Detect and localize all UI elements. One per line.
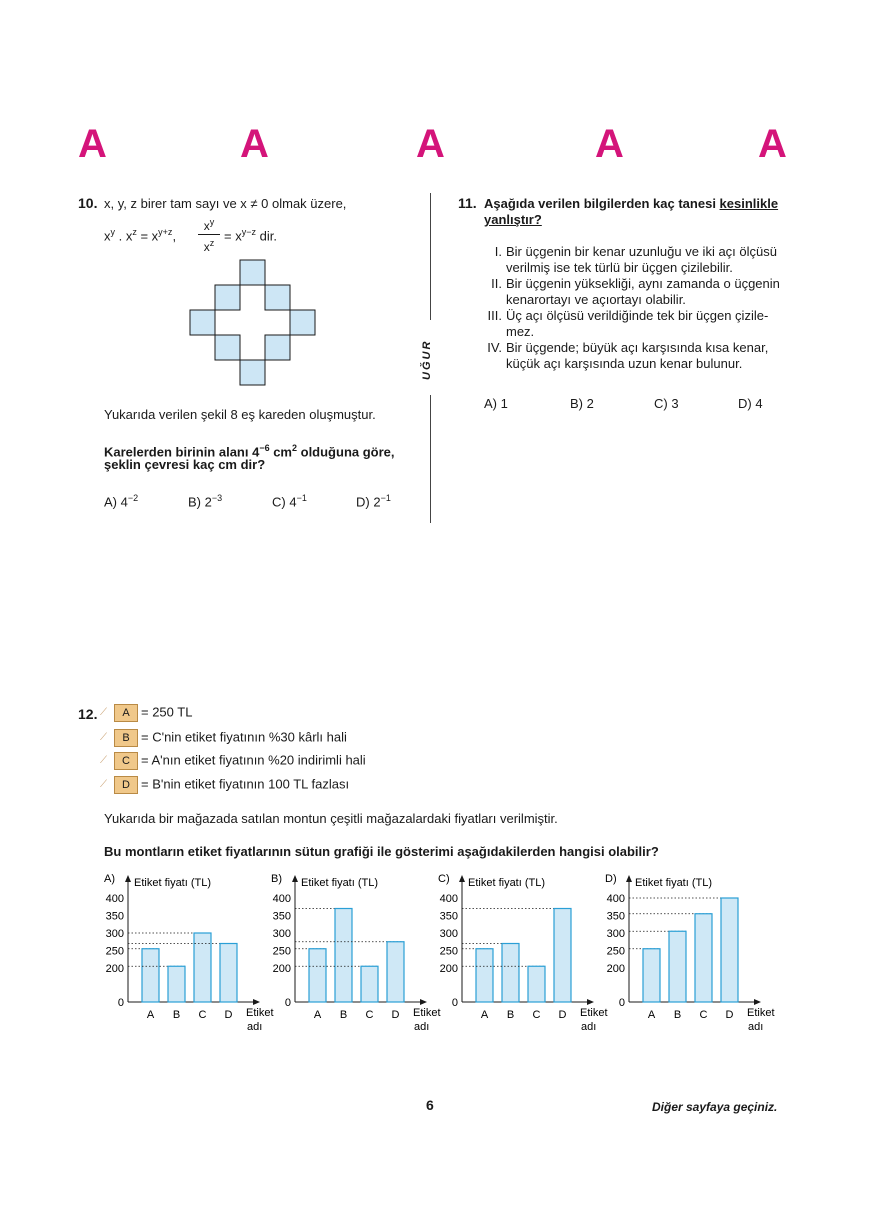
chart-bar-b <box>335 909 352 1003</box>
square-6 <box>215 335 240 360</box>
chart-category-label: C <box>365 1009 374 1021</box>
booklet-letter-2: A <box>240 122 269 166</box>
side-brand: UĞUR <box>421 339 433 380</box>
chart-y-tick-label: 0 <box>284 997 291 1009</box>
square-2 <box>215 285 240 310</box>
pin-icon: ⟋ <box>100 779 107 790</box>
pin-icon: ⟋ <box>100 755 107 766</box>
chart-x-label-2: adı <box>748 1021 764 1033</box>
chart-y-tick-label: 350 <box>105 910 124 923</box>
q12-tag-row-d: ⟋ D = B'nin etiket fiyatının 100 TL fazlası <box>100 776 349 794</box>
chart-bar-d <box>220 944 237 1003</box>
chart-option-label: C) <box>438 873 450 885</box>
q11-option-a[interactable]: A) 1 <box>484 396 508 411</box>
square-5 <box>290 310 315 335</box>
price-tag-d-icon: D <box>114 776 138 794</box>
x-axis-arrow-icon <box>253 999 260 1005</box>
chart-bar-d <box>554 909 571 1003</box>
q11-statements <box>480 244 790 372</box>
chart-bar-c <box>361 966 378 1002</box>
q12-number: 12. <box>78 706 98 722</box>
column-divider-bottom <box>430 395 431 523</box>
chart-y-tick-label: 300 <box>272 928 291 940</box>
y-axis-arrow-icon <box>626 875 632 882</box>
chart-y-tick-label: 300 <box>105 928 124 940</box>
q11-option-b[interactable]: B) 2 <box>570 396 594 411</box>
chart-category-label: C <box>699 1009 708 1021</box>
q11-number: 11. <box>458 195 477 211</box>
q10-question-line-2: şeklin çevresi kaç cm dir? <box>104 457 266 472</box>
chart-category-label: C <box>532 1009 541 1021</box>
chart-category-label: A <box>146 1009 155 1021</box>
chart-y-tick-label: 400 <box>105 893 124 905</box>
chart-bar-a <box>476 949 493 1002</box>
chart-y-tick-label: 200 <box>272 963 291 975</box>
pin-icon: ⟋ <box>100 707 107 718</box>
chart-category-label: A <box>480 1009 489 1021</box>
chart-bar-d <box>387 942 404 1002</box>
chart-x-label-1: Etiket <box>747 1007 775 1019</box>
price-tag-c-icon: C <box>114 752 138 770</box>
q10-frac: $x^y$ $x^z$ <box>198 214 220 255</box>
square-3 <box>265 285 290 310</box>
chart-option-label: A) <box>104 873 115 885</box>
chart-bar-b <box>669 931 686 1002</box>
x-axis-arrow-icon <box>587 999 594 1005</box>
q12-question: Bu montların etiket fiyatlarının sütun grafiği ile gösterimi aşağıdakilerden hangisi olabilir? <box>104 844 659 859</box>
q10-identity-2-rhs: = $x^{y-z}$ dir. <box>224 227 277 244</box>
chart-category-label: A <box>647 1009 656 1021</box>
booklet-letter-5: A <box>758 122 787 166</box>
chart-y-tick-label: 250 <box>272 945 291 958</box>
chart-category-label: B <box>339 1009 348 1021</box>
q10-option-d[interactable]: D) $2^{-1}$ <box>356 493 391 510</box>
chart-bar-c <box>528 966 545 1002</box>
chart-option-label: D) <box>605 873 617 885</box>
chart-y-tick-label: 400 <box>272 893 291 905</box>
pin-icon: ⟋ <box>100 732 107 743</box>
booklet-letter-4: A <box>595 122 624 166</box>
q10-option-a[interactable]: A) $4^{-2}$ <box>104 493 139 510</box>
chart-x-label-1: Etiket <box>246 1007 274 1019</box>
q11-statement-1: I. Bir üçgenin bir kenar uzunluğu ve iki açı ölçüsü verilmiş ise tek türlü bir üçgen çizilebilir. <box>494 244 777 275</box>
chart-y-label: Etiket fiyatı (TL) <box>635 877 713 889</box>
chart-y-tick-label: 0 <box>451 997 458 1009</box>
q10-identity-1: $x^y$ . $x^z = x^{y+z}$, <box>104 227 177 244</box>
chart-y-tick-label: 250 <box>105 945 124 958</box>
chart-y-tick-label: 350 <box>606 910 625 923</box>
booklet-letter-3: A <box>416 122 445 166</box>
q12-tag-row-b: ⟋ B = C'nin etiket fiyatının %30 kârlı hali <box>100 729 347 747</box>
chart-category-label: A <box>313 1009 322 1021</box>
chart-bar-c <box>695 914 712 1002</box>
chart-y-tick-label: 400 <box>439 893 458 905</box>
column-divider-top <box>430 193 431 320</box>
x-axis-arrow-icon <box>420 999 427 1005</box>
q10-intro: x, y, z birer tam sayı ve x ≠ 0 olmak üzere, <box>104 196 347 211</box>
x-axis-arrow-icon <box>754 999 761 1005</box>
chart-x-label-1: Etiket <box>413 1007 441 1019</box>
page-number: 6 <box>426 1097 434 1113</box>
chart-x-label-1: Etiket <box>580 1007 608 1019</box>
chart-category-label: B <box>506 1009 515 1021</box>
chart-y-label: Etiket fiyatı (TL) <box>468 877 546 889</box>
chart-x-label-2: adı <box>414 1021 430 1033</box>
chart-x-label-2: adı <box>581 1021 597 1033</box>
q10-option-c[interactable]: C) $4^{-1}$ <box>272 493 307 510</box>
square-7 <box>265 335 290 360</box>
chart-y-tick-label: 300 <box>439 928 458 940</box>
y-axis-arrow-icon <box>292 875 298 882</box>
q11-statement-3: III. Üç açı ölçüsü verildiğinde tek bir üçgen çizile- mez. <box>487 308 769 339</box>
next-page-note: Diğer sayfaya geçiniz. <box>652 1100 778 1114</box>
booklet-letter-1: A <box>78 122 107 166</box>
chart-bar-b <box>502 944 519 1003</box>
chart-category-label: D <box>725 1009 734 1021</box>
chart-category-label: C <box>198 1009 207 1021</box>
chart-category-label: D <box>558 1009 567 1021</box>
price-tag-a-icon: A <box>114 704 138 722</box>
q11-statement-4: IV. Bir üçgende; büyük açı karşısında kısa kenar, küçük açı karşısında uzun kenar bulunur. <box>487 340 769 371</box>
q12-bar-charts <box>96 868 796 1038</box>
chart-y-tick-label: 200 <box>105 963 124 975</box>
chart-bar-a <box>142 949 159 1002</box>
q12-tag-row-a: ⟋ A = 250 TL <box>100 704 192 722</box>
chart-y-tick-label: 0 <box>618 997 625 1009</box>
square-4 <box>190 310 215 335</box>
chart-category-label: D <box>224 1009 233 1021</box>
chart-y-tick-label: 250 <box>439 945 458 958</box>
q11-option-c[interactable]: C) 3 <box>654 396 679 411</box>
price-tag-b-icon: B <box>114 729 138 747</box>
q12-tag-row-c: ⟋ C = A'nın etiket fiyatının %20 indirimli hali <box>100 752 366 770</box>
q12-context: Yukarıda bir mağazada satılan montun çeşitli mağazalardaki fiyatları verilmiştir. <box>104 811 558 826</box>
square-8 <box>240 360 265 385</box>
chart-option-label: B) <box>271 873 282 885</box>
q10-option-b[interactable]: B) $2^{-3}$ <box>188 493 223 510</box>
chart-y-tick-label: 200 <box>439 963 458 975</box>
y-axis-arrow-icon <box>125 875 131 882</box>
chart-bar-d <box>721 898 738 1002</box>
q10-squares-figure <box>189 259 319 389</box>
chart-category-label: B <box>172 1009 181 1021</box>
chart-y-tick-label: 350 <box>272 910 291 923</box>
chart-bar-a <box>643 949 660 1002</box>
chart-y-tick-label: 300 <box>606 928 625 940</box>
chart-y-tick-label: 200 <box>606 963 625 975</box>
chart-x-label-2: adı <box>247 1021 263 1033</box>
chart-y-label: Etiket fiyatı (TL) <box>134 877 212 889</box>
chart-y-tick-label: 250 <box>606 945 625 958</box>
chart-y-tick-label: 350 <box>439 910 458 923</box>
q10-figure-caption: Yukarıda verilen şekil 8 eş kareden oluşmuştur. <box>104 407 376 422</box>
q11-option-d[interactable]: D) 4 <box>738 396 763 411</box>
q11-stem: Aşağıda verilen bilgilerden kaç tanesi kesinlikle yanlıştır? <box>484 196 779 227</box>
chart-y-tick-label: 400 <box>606 893 625 905</box>
chart-category-label: D <box>391 1009 400 1021</box>
square-1 <box>240 260 265 285</box>
q10-number: 10. <box>78 195 98 211</box>
chart-bar-b <box>168 966 185 1002</box>
q11-statement-2: II. Bir üçgenin yüksekliği, aynı zamanda o üçgenin kenarortayı ve açıortayı olabilir. <box>491 276 780 307</box>
chart-y-label: Etiket fiyatı (TL) <box>301 877 379 889</box>
chart-y-tick-label: 0 <box>117 997 124 1009</box>
q10-question-line-1: Karelerden birinin alanı $4^{-6}$ $cm^2$ olduğuna göre, <box>104 443 395 460</box>
chart-bar-a <box>309 949 326 1002</box>
chart-category-label: B <box>673 1009 682 1021</box>
y-axis-arrow-icon <box>459 875 465 882</box>
